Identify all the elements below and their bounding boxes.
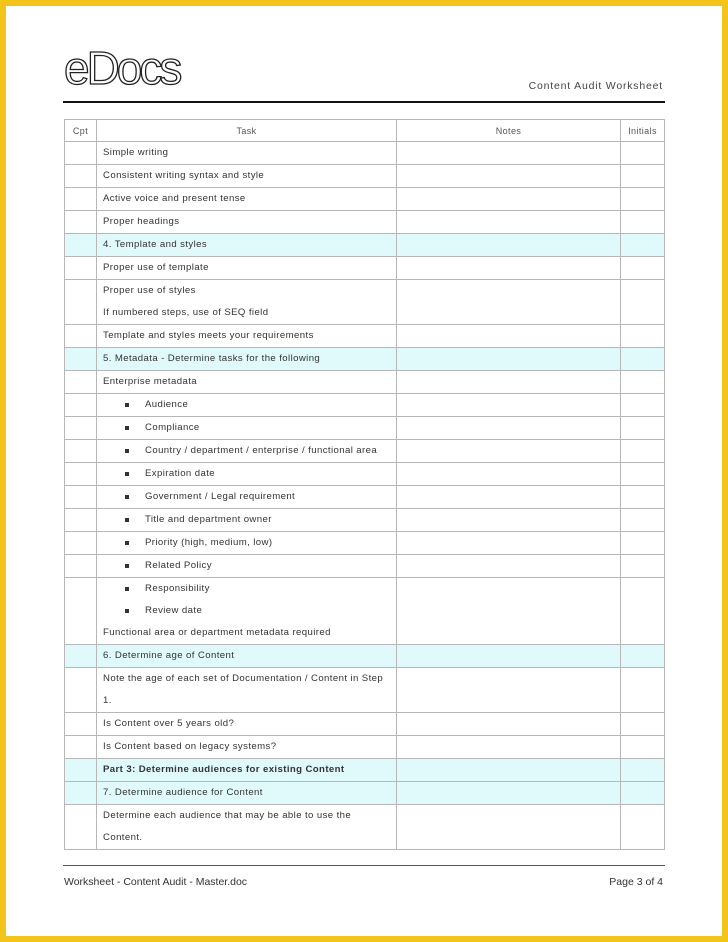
notes-cell[interactable]	[397, 645, 621, 668]
task-cell	[97, 713, 397, 736]
table-row	[65, 805, 665, 850]
task-cell	[97, 440, 397, 463]
cpt-cell[interactable]	[65, 440, 97, 463]
initials-cell[interactable]	[621, 782, 665, 805]
task-text: 4. Template and styles	[103, 239, 208, 250]
cpt-cell[interactable]	[65, 555, 97, 578]
initials-cell[interactable]	[621, 736, 665, 759]
task-cell	[97, 759, 397, 782]
initials-cell[interactable]	[621, 509, 665, 532]
initials-cell[interactable]	[621, 645, 665, 668]
initials-cell[interactable]	[621, 463, 665, 486]
table-row	[65, 257, 665, 280]
task-cell	[97, 782, 397, 805]
table-row	[65, 532, 665, 555]
initials-cell[interactable]	[621, 532, 665, 555]
task-text: Proper use of template	[103, 262, 209, 273]
task-cell	[97, 509, 397, 532]
notes-cell[interactable]	[397, 532, 621, 555]
notes-cell[interactable]	[397, 394, 621, 417]
bullet-item: Compliance	[103, 417, 390, 439]
task-cell	[97, 417, 397, 440]
task-cell	[97, 348, 397, 371]
cpt-cell[interactable]	[65, 394, 97, 417]
task-cell	[97, 371, 397, 394]
task-cell	[97, 668, 397, 713]
column-header-task: Task	[97, 120, 397, 142]
initials-cell[interactable]	[621, 440, 665, 463]
initials-cell[interactable]	[621, 142, 665, 165]
notes-cell[interactable]	[397, 280, 621, 325]
bullet-item: Responsibility	[103, 578, 390, 600]
cpt-cell[interactable]	[65, 805, 97, 850]
notes-cell[interactable]	[397, 486, 621, 509]
task-cell	[97, 211, 397, 234]
notes-cell[interactable]	[397, 371, 621, 394]
table-row	[65, 736, 665, 759]
cpt-cell[interactable]	[65, 463, 97, 486]
task-text: Determine each audience that may be able to use the Content.	[103, 810, 352, 843]
footer-divider	[63, 865, 665, 866]
column-header-notes: Notes	[397, 120, 621, 142]
notes-cell[interactable]	[397, 234, 621, 257]
task-text: Note the age of each set of Documentation / Content in Step 1.	[103, 673, 384, 706]
table-row	[65, 463, 665, 486]
notes-cell[interactable]	[397, 668, 621, 713]
section-row	[65, 234, 665, 257]
table-body	[65, 142, 665, 850]
notes-cell[interactable]	[397, 257, 621, 280]
table-row	[65, 211, 665, 234]
initials-cell[interactable]	[621, 555, 665, 578]
initials-cell[interactable]	[621, 394, 665, 417]
initials-cell[interactable]	[621, 371, 665, 394]
initials-cell[interactable]	[621, 713, 665, 736]
task-cell	[97, 578, 397, 645]
initials-cell[interactable]	[621, 257, 665, 280]
task-cell	[97, 257, 397, 280]
cpt-cell[interactable]	[65, 759, 97, 782]
column-header-initials: Initials	[621, 120, 665, 142]
notes-cell[interactable]	[397, 325, 621, 348]
task-text: Template and styles meets your requirements	[103, 330, 314, 341]
initials-cell[interactable]	[621, 578, 665, 645]
table-row	[65, 280, 665, 325]
task-cell	[97, 280, 397, 325]
bullet-item: Related Policy	[103, 555, 390, 577]
cpt-cell[interactable]	[65, 532, 97, 555]
cpt-cell[interactable]	[65, 257, 97, 280]
bullet-item: Government / Legal requirement	[103, 486, 390, 508]
bullet-item: Expiration date	[103, 463, 390, 485]
footer-filename: Worksheet - Content Audit - Master.doc	[64, 876, 248, 888]
task-cell	[97, 486, 397, 509]
notes-cell[interactable]	[397, 417, 621, 440]
task-text: If numbered steps, use of SEQ field	[103, 307, 269, 318]
table-row	[65, 713, 665, 736]
initials-cell[interactable]	[621, 325, 665, 348]
document-title: Content Audit Worksheet	[528, 80, 663, 92]
task-cell	[97, 394, 397, 417]
task-text: 5. Metadata - Determine tasks for the following	[103, 353, 321, 364]
cpt-cell[interactable]	[65, 713, 97, 736]
task-text: Proper headings	[103, 216, 180, 227]
table-row	[65, 509, 665, 532]
bullet-item: Priority (high, medium, low)	[103, 532, 390, 554]
initials-cell[interactable]	[621, 165, 665, 188]
cpt-cell[interactable]	[65, 371, 97, 394]
notes-cell[interactable]	[397, 578, 621, 645]
task-text: 7. Determine audience for Content	[103, 787, 263, 798]
notes-cell[interactable]	[397, 713, 621, 736]
task-cell	[97, 234, 397, 257]
task-cell	[97, 142, 397, 165]
notes-cell[interactable]	[397, 211, 621, 234]
content-audit-table	[64, 119, 665, 850]
task-text: Functional area or department metadata required	[103, 627, 331, 638]
task-text: Enterprise metadata	[103, 376, 197, 387]
cpt-cell[interactable]	[65, 578, 97, 645]
table-row	[65, 440, 665, 463]
cpt-cell[interactable]	[65, 736, 97, 759]
notes-cell[interactable]	[397, 440, 621, 463]
cpt-cell[interactable]	[65, 645, 97, 668]
task-text: Proper use of styles	[103, 285, 196, 296]
initials-cell[interactable]	[621, 348, 665, 371]
table-row	[65, 325, 665, 348]
notes-cell[interactable]	[397, 509, 621, 532]
notes-cell[interactable]	[397, 188, 621, 211]
task-cell	[97, 188, 397, 211]
cpt-cell[interactable]	[65, 668, 97, 713]
bullet-item: Review date	[103, 600, 390, 622]
initials-cell[interactable]	[621, 417, 665, 440]
initials-cell[interactable]	[621, 188, 665, 211]
notes-cell[interactable]	[397, 555, 621, 578]
bullet-item: Title and department owner	[103, 509, 390, 531]
notes-cell[interactable]	[397, 463, 621, 486]
cpt-cell[interactable]	[65, 280, 97, 325]
task-cell	[97, 165, 397, 188]
section-row	[65, 782, 665, 805]
cpt-cell[interactable]	[65, 509, 97, 532]
table-row	[65, 371, 665, 394]
section-row	[65, 348, 665, 371]
cpt-cell[interactable]	[65, 782, 97, 805]
column-header-cpt: Cpt	[65, 120, 97, 142]
cpt-cell[interactable]	[65, 234, 97, 257]
table-row	[65, 578, 665, 645]
task-cell	[97, 805, 397, 850]
task-cell	[97, 463, 397, 486]
cpt-cell[interactable]	[65, 165, 97, 188]
section-row	[65, 759, 665, 782]
footer-page-number: Page 3 of 4	[609, 876, 663, 888]
initials-cell[interactable]	[621, 486, 665, 509]
initials-cell[interactable]	[621, 668, 665, 713]
table-row	[65, 165, 665, 188]
task-cell	[97, 645, 397, 668]
notes-cell[interactable]	[397, 142, 621, 165]
header-divider	[63, 101, 665, 103]
initials-cell[interactable]	[621, 759, 665, 782]
task-text: Active voice and present tense	[103, 193, 246, 204]
table-row	[65, 142, 665, 165]
task-text: Is Content over 5 years old?	[103, 718, 235, 729]
table-row	[65, 555, 665, 578]
table-row	[65, 486, 665, 509]
task-cell	[97, 325, 397, 348]
bullet-item: Country / department / enterprise / functional area	[103, 440, 390, 462]
initials-cell[interactable]	[621, 805, 665, 850]
table-row	[65, 188, 665, 211]
task-cell	[97, 736, 397, 759]
task-text: 6. Determine age of Content	[103, 650, 235, 661]
task-text: Consistent writing syntax and style	[103, 170, 265, 181]
notes-cell[interactable]	[397, 736, 621, 759]
table-row	[65, 394, 665, 417]
table-row	[65, 417, 665, 440]
task-text: Is Content based on legacy systems?	[103, 741, 277, 752]
edocs-logo	[64, 46, 194, 88]
notes-cell[interactable]	[397, 165, 621, 188]
cpt-cell[interactable]	[65, 348, 97, 371]
notes-cell[interactable]	[397, 348, 621, 371]
cpt-cell[interactable]	[65, 486, 97, 509]
table-header-row	[65, 120, 665, 142]
task-text: Simple writing	[103, 147, 169, 158]
notes-cell[interactable]	[397, 759, 621, 782]
section-row	[65, 645, 665, 668]
task-cell	[97, 555, 397, 578]
initials-cell[interactable]	[621, 280, 665, 325]
notes-cell[interactable]	[397, 782, 621, 805]
table-row	[65, 668, 665, 713]
notes-cell[interactable]	[397, 805, 621, 850]
cpt-cell[interactable]	[65, 211, 97, 234]
task-cell	[97, 532, 397, 555]
cpt-cell[interactable]	[65, 142, 97, 165]
initials-cell[interactable]	[621, 234, 665, 257]
task-text: Part 3: Determine audiences for existing Content	[103, 764, 345, 775]
cpt-cell[interactable]	[65, 188, 97, 211]
cpt-cell[interactable]	[65, 325, 97, 348]
svg-text:eDocs: eDocs	[64, 46, 180, 88]
cpt-cell[interactable]	[65, 417, 97, 440]
bullet-item: Audience	[103, 394, 390, 416]
initials-cell[interactable]	[621, 211, 665, 234]
